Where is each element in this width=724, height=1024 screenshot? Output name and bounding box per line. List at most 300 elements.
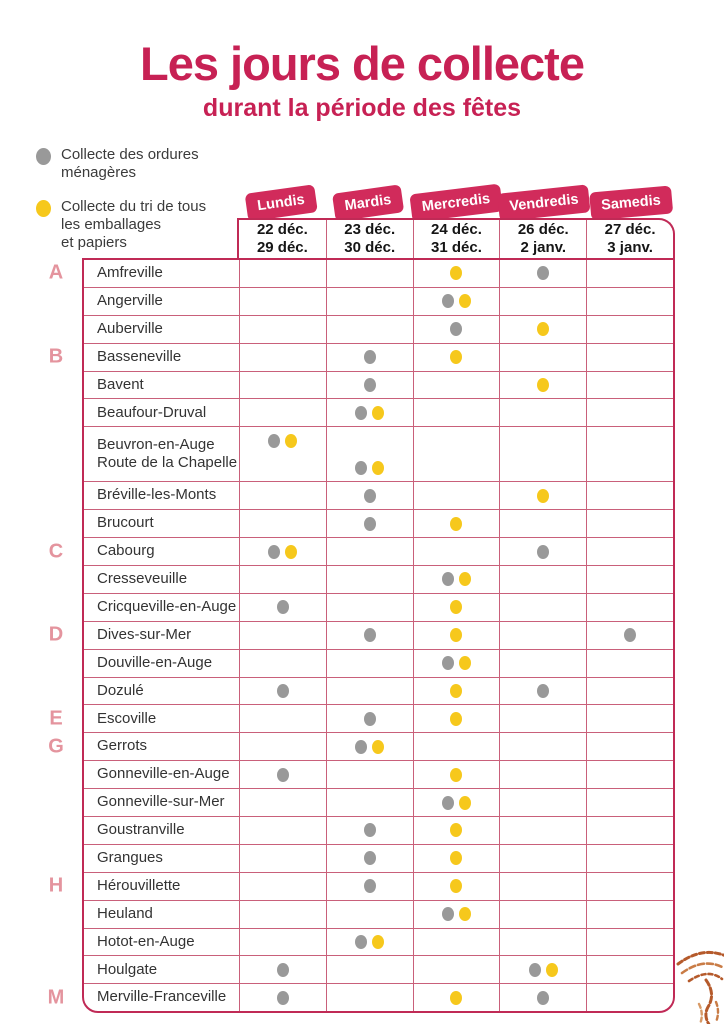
day-cell-vendredis	[499, 705, 586, 732]
dot-line	[500, 845, 586, 872]
table-row	[48, 260, 673, 287]
day-cell-lundis	[239, 984, 326, 1011]
day-cell-lundis	[239, 733, 326, 760]
date-cell-mercredis	[413, 220, 500, 258]
day-cell-vendredis	[499, 929, 586, 956]
dot-line	[500, 622, 586, 649]
day-cell-mardis	[326, 929, 413, 956]
table-row	[84, 315, 673, 343]
town-name-cell	[84, 427, 239, 481]
day-cell-mardis	[326, 650, 413, 677]
dot-line	[414, 845, 500, 872]
dot-line	[587, 372, 673, 399]
dot-line	[414, 594, 500, 621]
ordures-dot	[442, 572, 454, 586]
ordures-dot	[277, 684, 289, 698]
day-cell-mercredis	[413, 482, 500, 509]
town-name-cell	[84, 650, 239, 677]
ordures-dot	[364, 489, 376, 503]
dot-line	[500, 288, 586, 315]
day-cell-mercredis	[413, 984, 500, 1011]
day-cell-lundis	[239, 399, 326, 426]
day-cell-mercredis	[413, 678, 500, 705]
day-cell-vendredis	[499, 510, 586, 537]
dot-line	[587, 594, 673, 621]
day-cell-mercredis	[413, 372, 500, 399]
dot-line	[240, 650, 326, 677]
town-name: Cricqueville-en-Auge	[97, 597, 237, 615]
dot-line	[587, 454, 673, 481]
town-name-cell	[84, 984, 239, 1011]
dot-line	[500, 427, 586, 454]
dot-line	[500, 901, 586, 928]
day-cell-vendredis	[499, 956, 586, 983]
day-cell-mercredis	[413, 929, 500, 956]
day-cell-vendredis	[499, 316, 586, 343]
dot-line	[327, 650, 413, 677]
ordures-dot	[364, 628, 376, 642]
alpha-index-letter: E	[49, 707, 63, 730]
day-cell-samedis	[586, 984, 673, 1011]
dot-line	[240, 427, 326, 454]
day-cell-vendredis	[499, 678, 586, 705]
day-cell-mardis	[326, 427, 413, 481]
dot-line	[327, 705, 413, 732]
table-row	[84, 649, 673, 677]
day-cell-samedis	[586, 901, 673, 928]
day-cell-mercredis	[413, 344, 500, 371]
day-cell-lundis	[239, 650, 326, 677]
day-cell-mercredis	[413, 510, 500, 537]
day-cell-vendredis	[499, 789, 586, 816]
dot-line	[327, 344, 413, 371]
town-name-cell	[84, 510, 239, 537]
date-line: 30 déc.	[344, 239, 396, 256]
day-cell-lundis	[239, 817, 326, 844]
day-cell-lundis	[239, 956, 326, 983]
day-cell-mercredis	[413, 622, 500, 649]
town-name: Route de la Chapelle	[97, 454, 238, 472]
day-cell-lundis	[239, 510, 326, 537]
tri-dot	[450, 879, 462, 893]
day-cell-samedis	[586, 789, 673, 816]
dot-line	[587, 901, 673, 928]
ordures-dot	[277, 963, 289, 977]
day-cell-mercredis	[413, 427, 500, 481]
day-cell-mardis	[326, 510, 413, 537]
day-cell-mercredis	[413, 901, 500, 928]
table-row	[84, 398, 673, 426]
table-row	[84, 816, 673, 844]
tri-dot	[459, 907, 471, 921]
table-row	[84, 426, 673, 481]
day-cell-samedis	[586, 622, 673, 649]
legend-label	[61, 146, 199, 183]
dot-line	[500, 873, 586, 900]
dot-line	[414, 678, 500, 705]
day-cell-mardis	[326, 873, 413, 900]
dot-line	[500, 789, 586, 816]
dot-line	[240, 260, 326, 287]
day-cell-mercredis	[413, 594, 500, 621]
dot-line	[587, 288, 673, 315]
day-cell-lundis	[239, 260, 326, 287]
dot-line	[327, 399, 413, 426]
day-cell-samedis	[586, 594, 673, 621]
ordures-dot	[537, 991, 549, 1005]
town-name-cell	[84, 733, 239, 760]
dot-line	[240, 482, 326, 509]
dot-line	[414, 316, 500, 343]
table-row	[84, 481, 673, 509]
dot-line	[240, 733, 326, 760]
dot-line	[414, 929, 500, 956]
day-cell-lundis	[239, 761, 326, 788]
dot-line	[327, 372, 413, 399]
dot-line	[500, 594, 586, 621]
ordures-dot	[355, 461, 367, 475]
day-cell-mercredis	[413, 538, 500, 565]
dot-line	[240, 372, 326, 399]
ordures-dot	[277, 991, 289, 1005]
day-cell-mardis	[326, 733, 413, 760]
dot-line	[327, 538, 413, 565]
day-cell-mercredis	[413, 705, 500, 732]
town-name-cell	[84, 622, 239, 649]
dot-line	[414, 288, 500, 315]
tri-dot	[372, 935, 384, 949]
day-cell-lundis	[239, 789, 326, 816]
date-line: 2 janv.	[520, 239, 567, 256]
table-row	[84, 565, 673, 593]
day-cell-mardis	[326, 538, 413, 565]
day-cell-lundis	[239, 427, 326, 481]
tri-dot	[537, 378, 549, 392]
date-line: 26 déc.	[517, 220, 569, 238]
town-name: Cresseveuille	[97, 570, 188, 588]
dot-line	[500, 399, 586, 426]
dot-line	[587, 260, 673, 287]
table-row	[84, 593, 673, 621]
ordures-dot	[277, 768, 289, 782]
dot-line	[240, 316, 326, 343]
day-badge-samedis: Samedis	[589, 185, 673, 220]
dot-line	[500, 678, 586, 705]
dot-line	[414, 482, 500, 509]
town-name-cell	[84, 678, 239, 705]
dot-line	[327, 956, 413, 983]
day-cell-samedis	[586, 260, 673, 287]
tri-dot	[285, 545, 297, 559]
town-name-cell	[84, 901, 239, 928]
alpha-index-letter: G	[48, 735, 64, 758]
legend-item-ordures-menageres	[36, 146, 236, 183]
town-name: Brucourt	[97, 514, 154, 532]
day-cell-mercredis	[413, 761, 500, 788]
day-cell-samedis	[586, 929, 673, 956]
day-cell-vendredis	[499, 984, 586, 1011]
table-row	[48, 621, 673, 649]
day-cell-lundis	[239, 622, 326, 649]
town-name: Gerrots	[97, 737, 148, 755]
day-cell-mercredis	[413, 650, 500, 677]
dot-line	[240, 566, 326, 593]
ordures-dot	[355, 935, 367, 949]
legend-label-line: ménagères	[61, 164, 137, 182]
day-cell-mardis	[326, 482, 413, 509]
dot-line	[240, 538, 326, 565]
table-row	[84, 371, 673, 399]
day-cell-mardis	[326, 845, 413, 872]
day-cell-samedis	[586, 399, 673, 426]
table-row	[48, 537, 673, 565]
dot-line	[500, 956, 586, 983]
day-cell-lundis	[239, 845, 326, 872]
dot-line	[327, 622, 413, 649]
legend	[36, 146, 236, 267]
dot-line	[240, 789, 326, 816]
tri-dot	[372, 461, 384, 475]
day-cell-samedis	[586, 761, 673, 788]
dot-line	[414, 566, 500, 593]
day-cell-mardis	[326, 399, 413, 426]
town-name-cell	[84, 594, 239, 621]
town-name-cell	[84, 372, 239, 399]
town-name: Heuland	[97, 904, 153, 922]
dot-line	[240, 594, 326, 621]
table-row	[47, 983, 673, 1011]
day-cell-mardis	[326, 789, 413, 816]
dot-line	[414, 789, 500, 816]
dot-line	[500, 929, 586, 956]
dot-line	[414, 956, 500, 983]
ordures-dot	[277, 600, 289, 614]
day-cell-mardis	[326, 344, 413, 371]
ordures-dot	[364, 378, 376, 392]
dot-line	[500, 372, 586, 399]
town-name-cell	[84, 873, 239, 900]
day-cell-mardis	[326, 622, 413, 649]
date-line: 29 déc.	[256, 239, 308, 256]
day-cell-mardis	[326, 260, 413, 287]
day-cell-mercredis	[413, 733, 500, 760]
town-name-cell	[84, 789, 239, 816]
alpha-index-letter: A	[48, 261, 64, 284]
town-name: Merville-Franceville	[97, 988, 227, 1006]
town-name: Houlgate	[97, 960, 158, 978]
day-badge-mercredis: Mercredis	[409, 184, 502, 223]
day-cell-mardis	[326, 372, 413, 399]
dot-line	[414, 538, 500, 565]
day-cell-mercredis	[413, 288, 500, 315]
town-name: Bréville-les-Monts	[97, 486, 217, 504]
ordures-dot	[624, 628, 636, 642]
legend-label-line: et papiers	[61, 234, 127, 252]
day-cell-lundis	[239, 372, 326, 399]
town-name-cell	[84, 316, 239, 343]
town-name-cell	[84, 956, 239, 983]
tri-dot	[450, 517, 462, 531]
dot-line	[500, 566, 586, 593]
ordures-dot	[537, 266, 549, 280]
dot-line	[414, 454, 500, 481]
day-cell-samedis	[586, 316, 673, 343]
dot-line	[240, 956, 326, 983]
dot-line	[587, 984, 673, 1011]
dot-line	[327, 482, 413, 509]
day-cell-samedis	[586, 510, 673, 537]
dot-line	[240, 399, 326, 426]
day-cell-samedis	[586, 845, 673, 872]
dot-line	[414, 650, 500, 677]
dot-line	[587, 566, 673, 593]
day-cell-mardis	[326, 566, 413, 593]
dot-line	[327, 817, 413, 844]
dot-line	[240, 761, 326, 788]
dot-line	[327, 288, 413, 315]
dot-line	[414, 901, 500, 928]
alpha-index-letter: M	[47, 986, 65, 1009]
dot-line	[587, 929, 673, 956]
table-row	[84, 900, 673, 928]
town-name: Beuvron-en-Auge	[97, 435, 215, 453]
dot-line	[587, 316, 673, 343]
table-row	[84, 760, 673, 788]
legend-label	[61, 198, 206, 253]
dot-line	[414, 733, 500, 760]
day-cell-mercredis	[413, 399, 500, 426]
tri-dot	[450, 823, 462, 837]
tri-dot	[372, 406, 384, 420]
dot-line	[414, 372, 500, 399]
dot-line	[414, 510, 500, 537]
date-line: 23 déc.	[344, 220, 396, 238]
dot-line	[500, 733, 586, 760]
legend-label-line: les emballages	[61, 215, 162, 233]
day-cell-samedis	[586, 427, 673, 481]
dot-line	[240, 678, 326, 705]
town-name-cell	[84, 929, 239, 956]
dot-line	[414, 817, 500, 844]
dot-line	[500, 510, 586, 537]
alpha-index-letter: B	[48, 345, 64, 368]
day-cell-lundis	[239, 344, 326, 371]
town-name: Hérouvillette	[97, 876, 181, 894]
town-name-cell	[84, 761, 239, 788]
tri-dot	[450, 851, 462, 865]
day-cell-lundis	[239, 482, 326, 509]
dot-line	[327, 316, 413, 343]
dot-line	[327, 454, 413, 481]
dot-line	[414, 427, 500, 454]
ordures-dot	[537, 684, 549, 698]
table-row	[49, 704, 673, 732]
ordures-dot	[268, 545, 280, 559]
dot-line	[240, 817, 326, 844]
table-row	[84, 788, 673, 816]
tri-dot	[372, 740, 384, 754]
tri-dot	[285, 434, 297, 448]
dot-line	[500, 482, 586, 509]
day-cell-samedis	[586, 733, 673, 760]
dot-line	[327, 761, 413, 788]
ordures-dot	[537, 545, 549, 559]
day-cell-mercredis	[413, 817, 500, 844]
town-name-cell	[84, 482, 239, 509]
dot-line	[414, 761, 500, 788]
date-cell-vendredis	[499, 220, 586, 258]
legend-item-tri-emballages	[36, 198, 236, 253]
dot-line	[500, 817, 586, 844]
town-name: Goustranville	[97, 821, 185, 839]
dot-line	[587, 399, 673, 426]
day-cell-lundis	[239, 288, 326, 315]
gray-dot-icon	[36, 148, 51, 165]
ordures-dot	[355, 740, 367, 754]
town-name: Basseneville	[97, 347, 182, 365]
day-cell-samedis	[586, 344, 673, 371]
dot-line	[587, 817, 673, 844]
dot-line	[240, 454, 326, 481]
town-name: Cabourg	[97, 542, 155, 560]
ordures-dot	[364, 350, 376, 364]
alpha-index-letter: C	[48, 540, 64, 563]
ordures-dot	[442, 656, 454, 670]
dot-line	[500, 454, 586, 481]
tri-dot	[450, 712, 462, 726]
town-name-cell	[84, 845, 239, 872]
dot-line	[414, 873, 500, 900]
dot-line	[240, 705, 326, 732]
dot-line	[240, 288, 326, 315]
alpha-index-letter: D	[48, 623, 64, 646]
day-cell-lundis	[239, 705, 326, 732]
dates-header-row	[237, 218, 675, 258]
day-cell-mardis	[326, 705, 413, 732]
day-cell-samedis	[586, 817, 673, 844]
dot-line	[414, 622, 500, 649]
tri-dot	[537, 322, 549, 336]
town-name-cell	[84, 817, 239, 844]
day-cell-vendredis	[499, 761, 586, 788]
day-cell-mardis	[326, 678, 413, 705]
dot-line	[414, 984, 500, 1011]
day-cell-mercredis	[413, 260, 500, 287]
day-cell-mercredis	[413, 316, 500, 343]
dot-line	[240, 845, 326, 872]
ordures-dot	[355, 406, 367, 420]
day-cell-vendredis	[499, 344, 586, 371]
day-cell-lundis	[239, 316, 326, 343]
town-name-cell	[84, 566, 239, 593]
dot-line	[587, 956, 673, 983]
dot-line	[587, 789, 673, 816]
town-name-cell	[84, 288, 239, 315]
town-name: Dives-sur-Mer	[97, 625, 192, 643]
day-cell-vendredis	[499, 427, 586, 481]
day-cell-mardis	[326, 288, 413, 315]
ordures-dot	[450, 322, 462, 336]
dot-line	[240, 873, 326, 900]
day-cell-vendredis	[499, 372, 586, 399]
town-name: Amfreville	[97, 264, 163, 282]
date-line: 22 déc.	[256, 220, 308, 238]
day-cell-vendredis	[499, 650, 586, 677]
decorative-sketch	[666, 944, 724, 1024]
day-cell-lundis	[239, 538, 326, 565]
date-line: 31 déc.	[431, 239, 482, 256]
town-name-cell	[84, 538, 239, 565]
